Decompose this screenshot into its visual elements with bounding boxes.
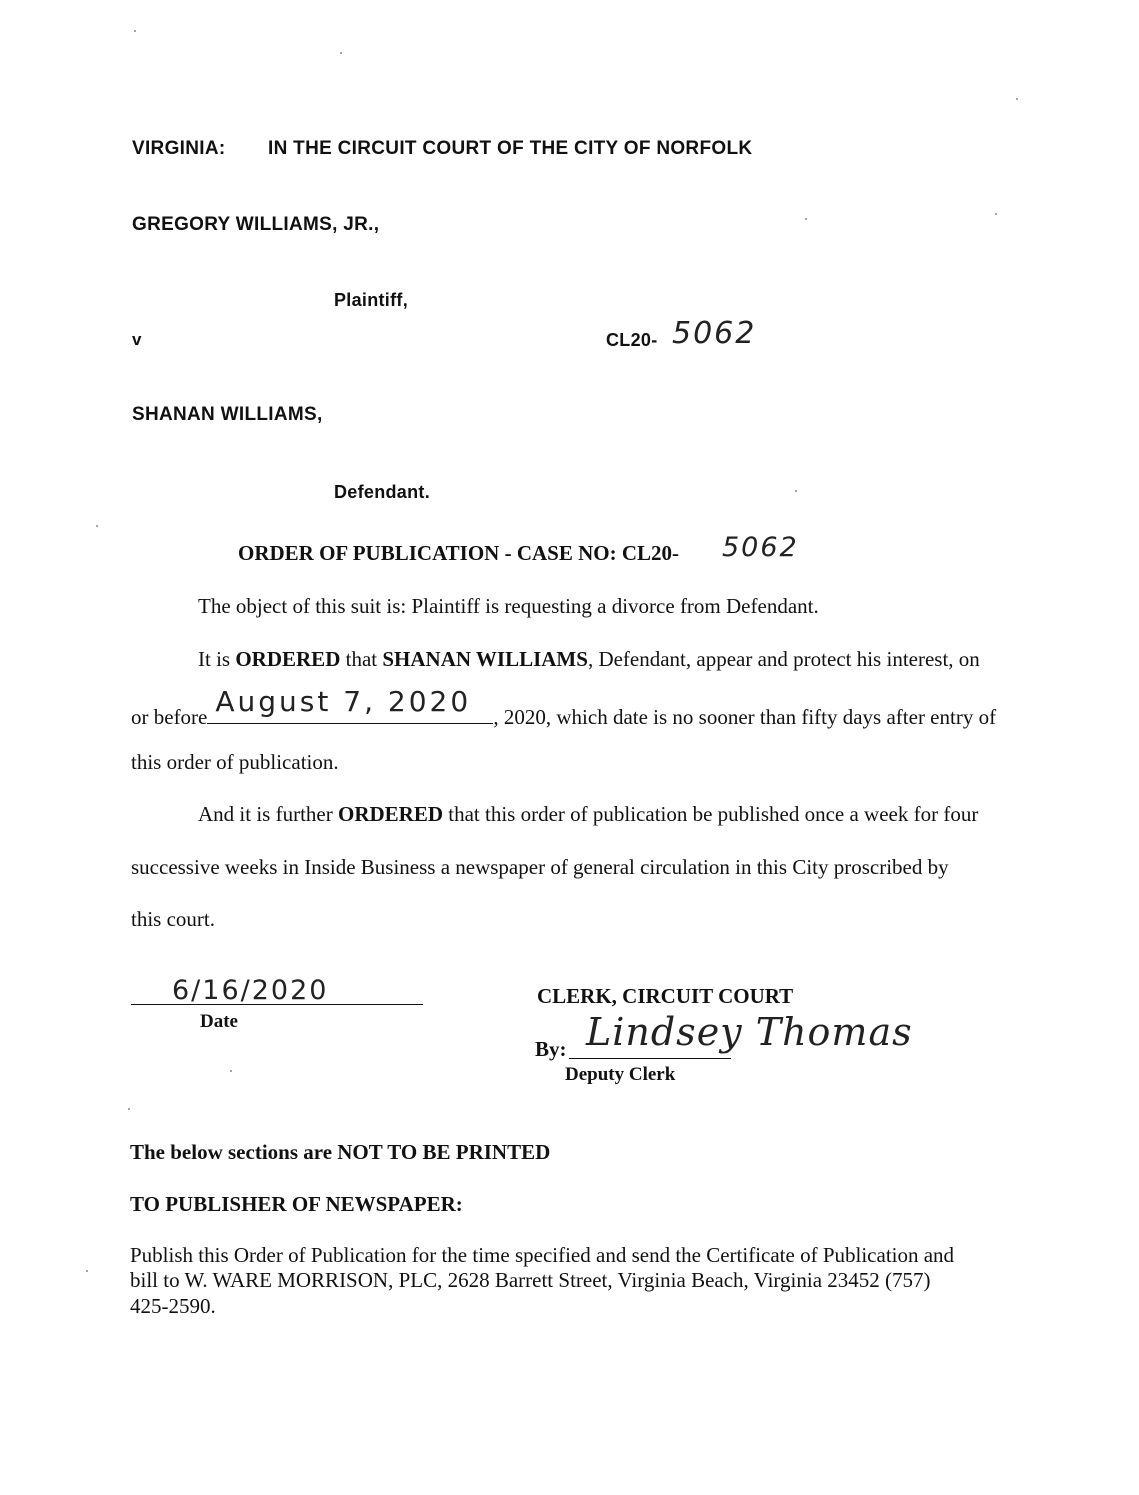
order-title: ORDER OF PUBLICATION - CASE NO: CL20- [238,541,680,565]
scan-speck [230,1070,232,1072]
scan-speck [795,490,797,492]
order-paragraph-line-4 [198,802,978,827]
plaintiff-role: Plaintiff, [334,290,408,310]
scan-speck [340,52,342,54]
publisher-instructions-line-3: 425-2590. [130,1294,216,1318]
plaintiff-name: GREGORY WILLIAMS, JR., [132,214,380,235]
ordered-keyword: ORDERED [337,802,443,826]
scan-speck [128,1108,130,1110]
scan-speck [86,1270,88,1272]
clerk-title: CLERK, CIRCUIT COURT [537,984,794,1008]
order-paragraph-line-6: this court. [131,907,215,931]
defendant-role: Defendant. [334,482,431,502]
publisher-instructions-line-1: Publish this Order of Publication for the time specified and send the Certificate of Publication and [130,1243,955,1267]
scan-speck [1016,98,1018,100]
order-text: It is [198,647,236,671]
not-printed-notice: The below sections are NOT TO BE PRINTED [130,1140,551,1164]
scan-speck [96,525,98,527]
publisher-heading: TO PUBLISHER OF NEWSPAPER: [130,1192,463,1216]
scan-speck [134,30,136,32]
by-label: By: [535,1037,567,1061]
order-paragraph-line-1 [198,647,980,672]
jurisdiction-label: VIRGINIA: [132,138,226,159]
deputy-clerk-label: Deputy Clerk [565,1064,676,1085]
court-name: IN THE CIRCUIT COURT OF THE CITY OF NORFOLK [268,138,753,159]
order-paragraph-line-5: successive weeks in Inside Business a newspaper of general circulation in this City proscribed by [131,855,949,879]
defendant-name: SHANAN WILLIAMS, [132,404,323,425]
scan-speck [805,218,807,220]
ordered-keyword: ORDERED [235,647,341,671]
case-number-prefix: CL20- [606,330,658,350]
versus-label: v [132,330,142,349]
order-text: that this order of publication be published once a week for four [443,802,979,826]
order-title-case-handwritten: 5062 [722,532,799,563]
suit-object-line: The object of this suit is: Plaintiff is requesting a divorce from Defendant. [198,594,819,618]
clerk-signature-line [569,1058,731,1059]
appearance-date-handwritten: August 7, 2020 [215,685,472,718]
scan-speck [995,213,997,215]
order-text: , Defendant, appear and protect his interest, on [587,647,980,671]
or-before-text: or before [131,705,208,729]
date-label: Date [200,1011,238,1032]
order-text: , 2020, which date is no sooner than fifty days after entry of [493,705,997,729]
defendant-name-bold: SHANAN WILLIAMS [382,647,588,671]
clerk-signature: Lindsey Thomas [586,1010,913,1054]
order-text: that [340,647,383,671]
order-paragraph-line-2 [131,685,997,730]
appearance-date-blank [207,685,493,724]
date-handwritten: 6/16/2020 [172,975,329,1006]
order-paragraph-line-3: this order of publication. [131,750,339,774]
case-number-handwritten: 5062 [672,316,757,351]
publisher-instructions-line-2: bill to W. WARE MORRISON, PLC, 2628 Barrett Street, Virginia Beach, Virginia 23452 (757) [130,1268,931,1292]
order-text: And it is further [198,802,338,826]
